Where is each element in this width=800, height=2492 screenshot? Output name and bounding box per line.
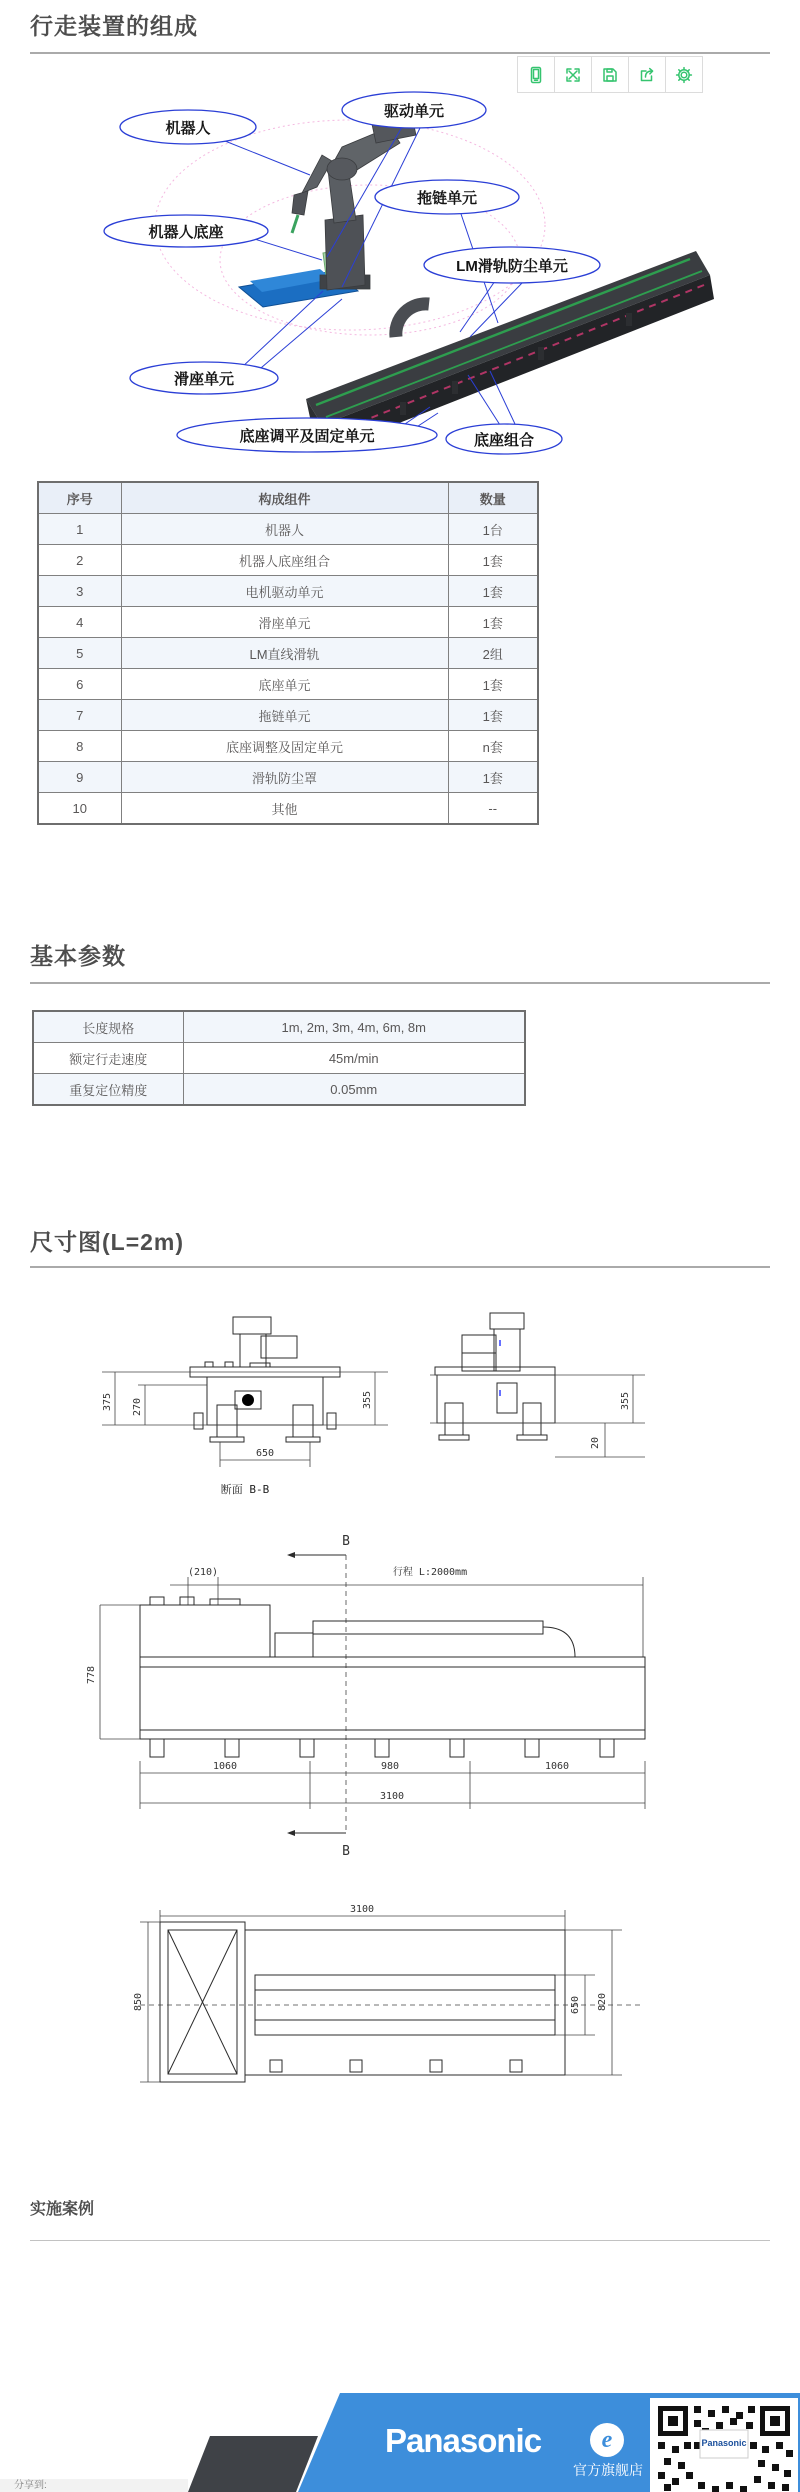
callout-drag-chain-unit: 拖链单元 — [416, 190, 478, 207]
table-cell: 9 — [38, 762, 121, 793]
dim-820: 820 — [597, 1992, 608, 2012]
table-cell: 重复定位精度 — [33, 1074, 183, 1106]
table-cell: 滑座单元 — [121, 607, 448, 638]
table-cell: 1m, 2m, 3m, 4m, 6m, 8m — [183, 1011, 525, 1043]
callout-drive-unit: 驱动单元 — [383, 103, 445, 120]
dim-3100: 3100 — [349, 1904, 375, 1915]
callout-robot: 机器人 — [165, 120, 211, 137]
callout-base-assembly: 底座组合 — [473, 432, 535, 449]
table-cell: 2 — [38, 545, 121, 576]
drawing-caption: 断面 B-B — [220, 1483, 270, 1496]
table-cell: 1套 — [448, 700, 538, 731]
dim-650: 650 — [255, 1448, 275, 1459]
store-label: 官方旗舰店 — [573, 2462, 643, 2478]
table-cell: n套 — [448, 731, 538, 762]
dim-650: 650 — [570, 1995, 581, 2015]
table-cell: 1套 — [448, 762, 538, 793]
drawing-side-view — [80, 1525, 655, 1870]
components-table — [37, 481, 539, 825]
table-cell: 10 — [38, 793, 121, 825]
callout-lm-rail-dust-unit: LM滑轨防尘单元 — [456, 258, 568, 275]
table-cell: 1套 — [448, 576, 538, 607]
dim-270: 270 — [132, 1397, 143, 1417]
table-cell: 45m/min — [183, 1043, 525, 1074]
table-row — [33, 1011, 525, 1043]
callout-slide-unit: 滑座单元 — [173, 371, 235, 388]
column-header: 构成组件 — [121, 482, 448, 514]
callout-base-leveling-fixing-unit: 底座调平及固定单元 — [239, 428, 375, 445]
drawing-section-bb — [90, 1305, 400, 1505]
table-cell: 4 — [38, 607, 121, 638]
callout-robot-base: 机器人底座 — [148, 224, 224, 241]
qr-code — [650, 2398, 798, 2492]
dim-355: 355 — [620, 1391, 631, 1411]
table-cell: 8 — [38, 731, 121, 762]
table-cell: 机器人 — [121, 514, 448, 545]
dim-375: 375 — [102, 1392, 113, 1412]
drag-chain-bend — [396, 304, 429, 337]
section-title-basic-params: 基本参数 — [30, 943, 126, 969]
divider — [30, 52, 770, 54]
column-header: 数量 — [448, 482, 538, 514]
table-row — [38, 638, 538, 669]
table-cell: LM直线滑轨 — [121, 638, 448, 669]
share-label: 分享到: — [14, 2480, 47, 2491]
table-cell: 电机驱动单元 — [121, 576, 448, 607]
table-row — [38, 514, 538, 545]
dim-20: 20 — [590, 1436, 601, 1450]
dim-980: 980 — [380, 1761, 400, 1772]
table-cell: 0.05mm — [183, 1074, 525, 1106]
table-cell: 5 — [38, 638, 121, 669]
table-cell: 1套 — [448, 669, 538, 700]
table-row — [38, 793, 538, 825]
store-mark-icon: e — [590, 2423, 624, 2457]
basic-params-table — [32, 1010, 526, 1106]
table-cell: 机器人底座组合 — [121, 545, 448, 576]
drawing-side-section — [405, 1305, 660, 1480]
section-title-composition: 行走装置的组成 — [30, 13, 198, 39]
table-cell: 底座单元 — [121, 669, 448, 700]
table-row — [38, 731, 538, 762]
divider — [30, 1266, 770, 1268]
dim-1060-right: 1060 — [544, 1761, 570, 1772]
table-cell: 2组 — [448, 638, 538, 669]
table-cell: 1套 — [448, 545, 538, 576]
table-cell: 滑轨防尘罩 — [121, 762, 448, 793]
table-cell: 其他 — [121, 793, 448, 825]
table-cell: -- — [448, 793, 538, 825]
drawing-top-view — [100, 1890, 660, 2095]
table-cell: 长度规格 — [33, 1011, 183, 1043]
dim-1060-left: 1060 — [212, 1761, 238, 1772]
table-row — [33, 1074, 525, 1106]
section-mark-b-bottom: B — [342, 1844, 350, 1859]
table-cell: 拖链单元 — [121, 700, 448, 731]
table-row — [38, 700, 538, 731]
table-cell: 额定行走速度 — [33, 1043, 183, 1074]
section-title-dimensions: 尺寸图(L=2m) — [30, 1229, 185, 1255]
table-row — [38, 607, 538, 638]
share-bar[interactable] — [0, 2479, 188, 2492]
table-cell: 1套 — [448, 607, 538, 638]
brand-wordmark: Panasonic — [385, 2422, 542, 2459]
table-row — [38, 576, 538, 607]
table-cell: 底座调整及固定单元 — [121, 731, 448, 762]
table-row — [38, 669, 538, 700]
dim-778: 778 — [86, 1665, 97, 1685]
table-row — [38, 545, 538, 576]
divider — [30, 982, 770, 984]
divider — [30, 2240, 770, 2241]
table-cell: 1台 — [448, 514, 538, 545]
section-mark-b-top: B — [342, 1534, 350, 1549]
table-cell: 6 — [38, 669, 121, 700]
dim-3100: 3100 — [379, 1791, 405, 1802]
table-row — [38, 762, 538, 793]
table-row — [33, 1043, 525, 1074]
table-cell: 3 — [38, 576, 121, 607]
qr-center-label: Panasonic — [701, 2438, 747, 2448]
dim-355: 355 — [362, 1390, 373, 1410]
column-header: 序号 — [38, 482, 121, 514]
dim-850: 850 — [133, 1992, 144, 2012]
stroke-label: 行程 L:2000mm — [392, 1567, 468, 1578]
table-cell: 7 — [38, 700, 121, 731]
table-cell: 1 — [38, 514, 121, 545]
section-title-cases: 实施案例 — [30, 2201, 95, 2218]
composition-diagram — [70, 75, 730, 475]
dim-210: (210) — [187, 1567, 219, 1578]
footer-charcoal-band — [185, 2436, 320, 2492]
